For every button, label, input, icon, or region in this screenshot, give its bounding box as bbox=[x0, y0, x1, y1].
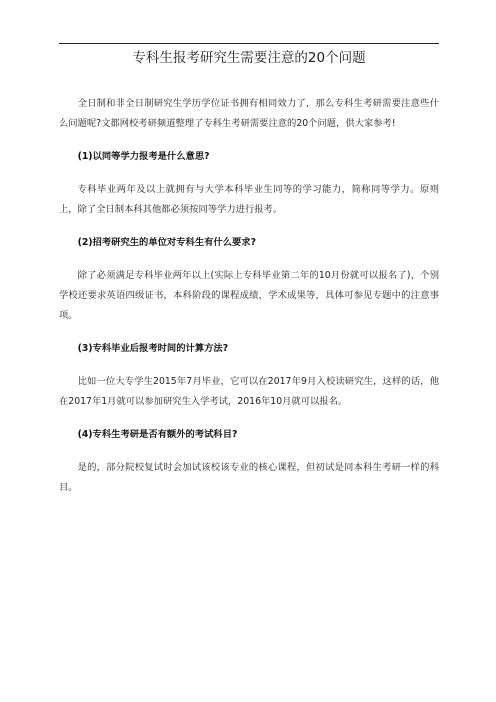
section-3-heading: (3)专科毕业后报考时间的计算方法? bbox=[77, 343, 229, 354]
document-body bbox=[59, 94, 439, 498]
section-2-body: 除了必须满足专科毕业两年以上(实际上专科毕业第二年的10月份就可以报名了)，个别学校还要求英语四级证书，本科阶段的课程成绩，学术成果等，具体可参见专题中的注意事项。 bbox=[59, 270, 439, 321]
document-title: 专科生报考研究生需要注意的20个问题 bbox=[132, 50, 366, 66]
section-4-heading: (4)专科生考研是否有额外的考试科目? bbox=[77, 429, 238, 440]
section-2-heading: (2)招考研究生的单位对专科生有什么要求? bbox=[77, 237, 257, 248]
intro-paragraph: 全日制和非全日制研究生学历学位证书拥有相同效力了，那么专科生考研需要注意些什么问题呢?文都网校考研频道整理了专科生考研需要注意的20个问题，供大家参考! bbox=[59, 98, 439, 129]
header-rule bbox=[59, 43, 439, 44]
section-1-heading: (1)以同等学力报考是什么意思? bbox=[77, 151, 210, 162]
section-1-body: 专科毕业两年及以上就拥有与大学本科毕业生同等的学习能力，简称同等学力。原则上，除了全日制本科其他都必须按同等学力进行报考。 bbox=[59, 184, 439, 215]
section-3-body: 比如一位大专学生2015年7月毕业，它可以在2017年9月入校读研究生，这样的话，他在2017年1月就可以参加研究生入学考试，2016年10月就可以报名。 bbox=[59, 376, 439, 407]
section-4-body: 是的，部分院校复试时会加试该校该专业的核心课程，但初试是同本科生考研一样的科目。 bbox=[59, 462, 439, 493]
